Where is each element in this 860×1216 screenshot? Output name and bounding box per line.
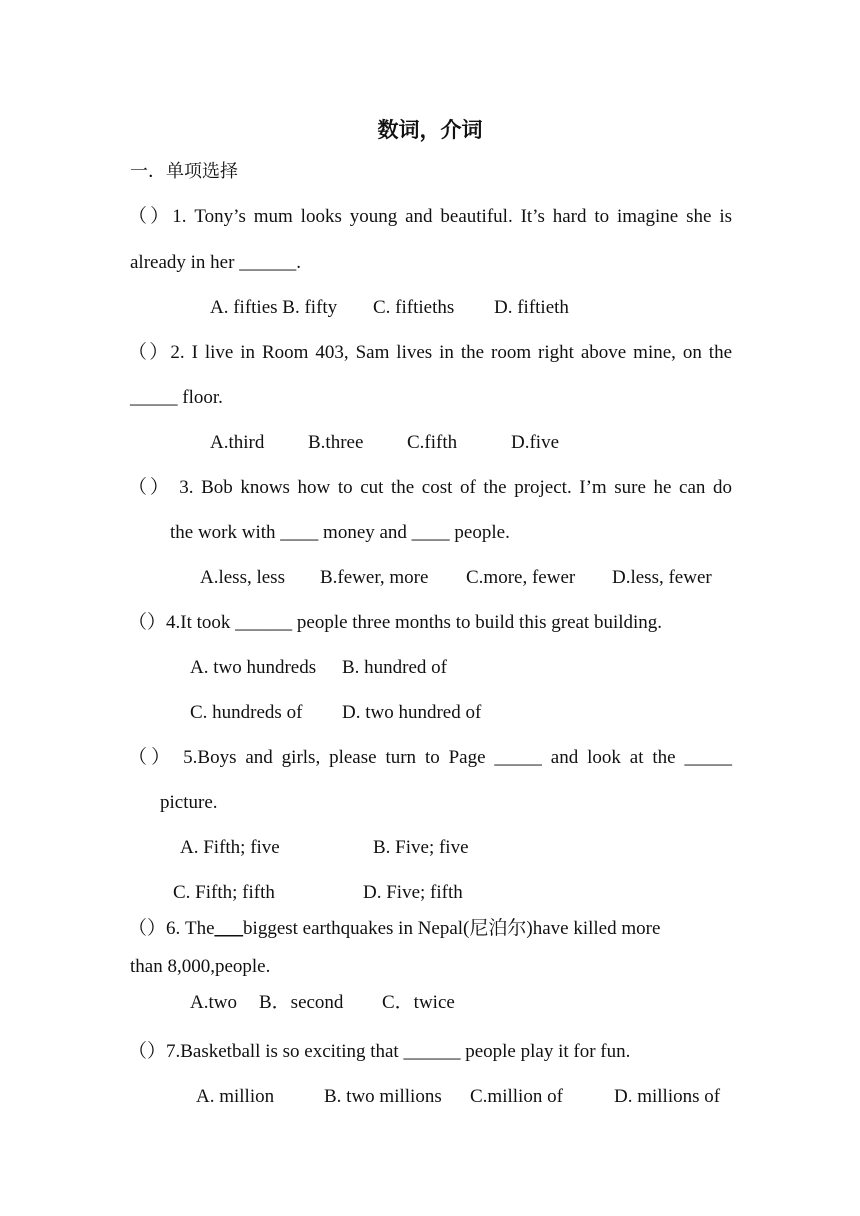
option-7b: B. two millions	[324, 1086, 442, 1107]
question-4-stem: （）4.It took ______ people three months to build this great building.	[128, 612, 663, 633]
option-3c: C.more, fewer	[466, 567, 576, 588]
question-6-stem-prefix: （）6. The	[128, 918, 215, 939]
option-2a: A.third	[210, 432, 265, 453]
question-1-stem-cont: already in her ______.	[130, 252, 301, 273]
option-5c: C. Fifth; fifth	[173, 882, 275, 903]
section-heading: 一．单项选择	[130, 161, 238, 182]
question-7-stem: （）7.Basketball is so exciting that ______ people play it for fun.	[128, 1041, 631, 1062]
option-5b: B. Five; five	[373, 837, 469, 858]
question-6-stem-cont: than 8,000,people.	[130, 956, 271, 977]
option-5a: A. Fifth; five	[180, 837, 280, 858]
option-3a: A.less, less	[200, 567, 285, 588]
option-6a: A.two	[190, 992, 237, 1013]
question-5-stem-cont: picture.	[160, 792, 218, 813]
question-2-stem-cont: _____ floor.	[130, 387, 223, 408]
option-7c: C.million of	[470, 1086, 563, 1107]
option-1c: C. fiftieths	[373, 297, 455, 318]
option-2b: B.three	[308, 432, 364, 453]
option-7a: A. million	[196, 1086, 275, 1107]
question-6-blank: ___	[214, 918, 244, 939]
page-title: 数词，介词	[377, 118, 483, 142]
option-2c: C.fifth	[407, 432, 458, 453]
option-4a: A. two hundreds	[190, 657, 317, 678]
question-1-stem: （）1. Tony’s mum looks young and beautiful. It’s hard to imagine she is	[128, 206, 732, 227]
option-4b: B. hundred of	[342, 657, 448, 678]
question-3-stem: （） 3. Bob knows how to cut the cost of the project. I’m sure he can do	[128, 477, 732, 498]
option-1a: A. fifties B. fifty	[210, 297, 338, 318]
option-4c: C. hundreds of	[190, 702, 303, 723]
option-2d: D.five	[511, 432, 560, 453]
option-3b: B.fewer, more	[320, 567, 429, 588]
question-6-stem	[128, 917, 660, 941]
question-6-stem-suffix: biggest earthquakes in Nepal(尼泊尔)have killed more	[243, 918, 661, 939]
option-5d: D. Five; fifth	[363, 882, 463, 903]
option-4d: D. two hundred of	[342, 702, 482, 723]
question-2-stem: （）2. I live in Room 403, Sam lives in the room right above mine, on the	[128, 342, 732, 363]
option-6b: B．second	[259, 992, 344, 1013]
option-3d: D.less, fewer	[612, 567, 712, 588]
question-5-stem: （） 5.Boys and girls, please turn to Page _____ and look at the _____	[128, 747, 732, 768]
option-1d: D. fiftieth	[494, 297, 569, 318]
option-6c: C．twice	[382, 992, 455, 1013]
option-7d: D. millions of	[614, 1086, 721, 1107]
question-3-stem-cont: the work with ____ money and ____ people.	[170, 522, 510, 543]
